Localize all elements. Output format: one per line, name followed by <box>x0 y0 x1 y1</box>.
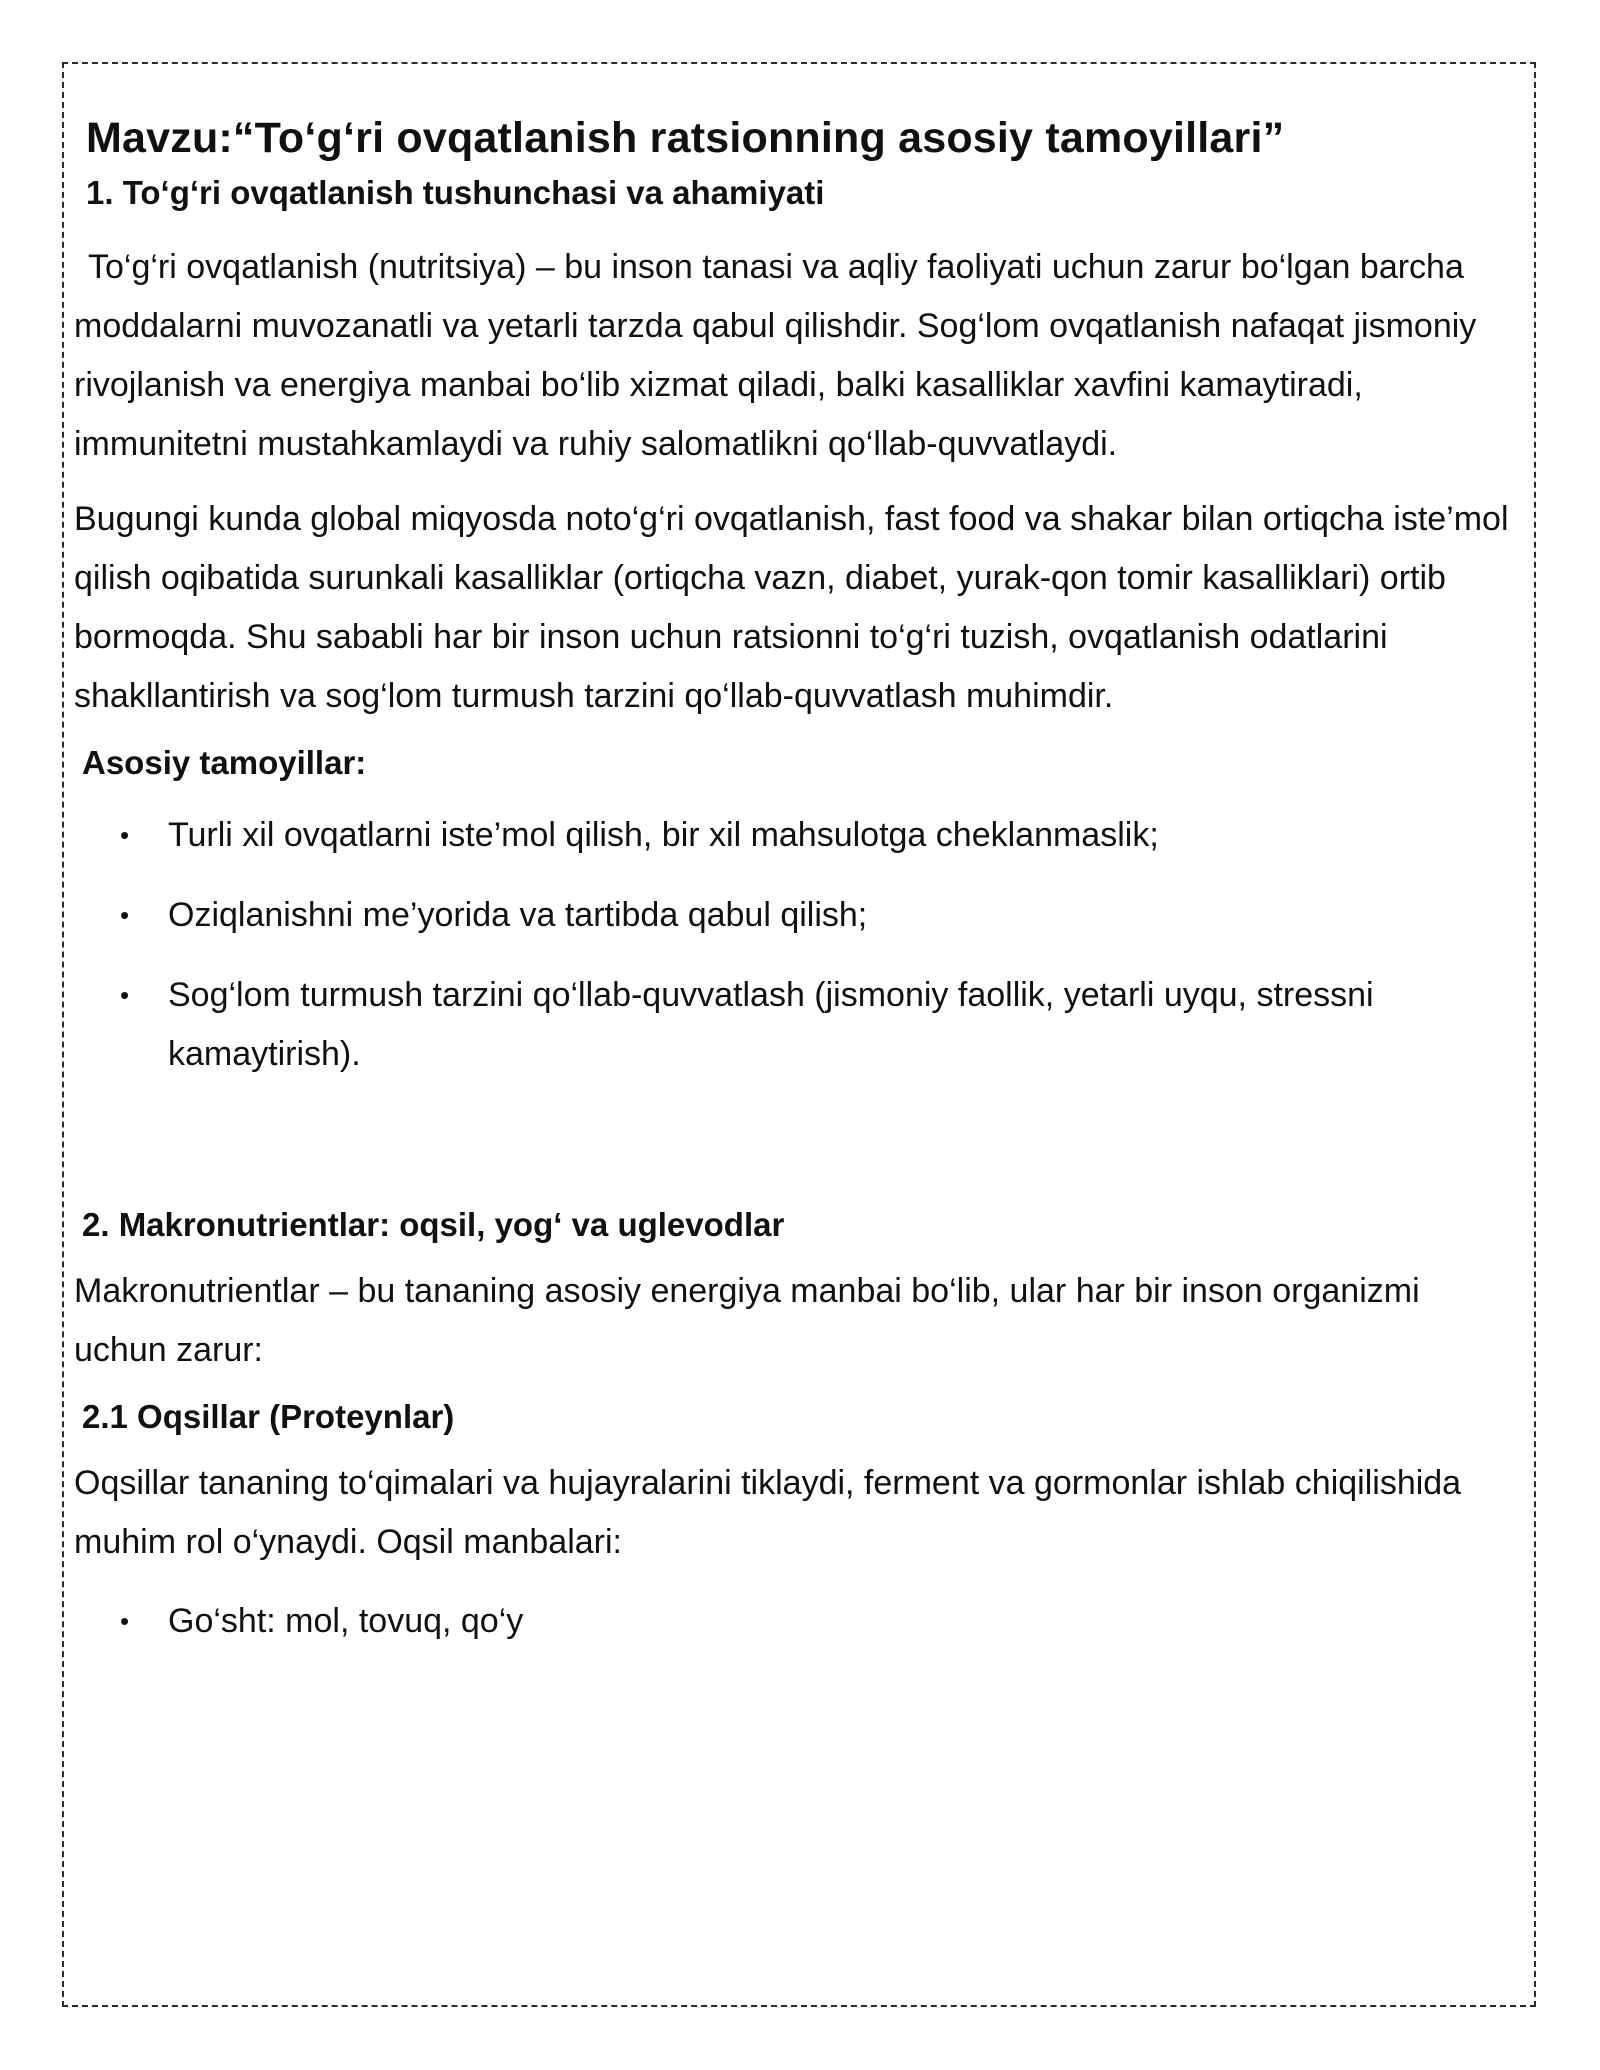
principles-list <box>74 806 1514 1084</box>
document-body <box>74 110 1514 1672</box>
list-item <box>74 966 1514 1084</box>
protein-sources-list <box>74 1592 1514 1651</box>
bullet-icon: • <box>120 900 130 930</box>
principle-text: Turli xil ovqatlarni iste’mol qilish, bir xil mahsulotga cheklanmaslik; <box>168 816 1159 854</box>
section-2-intro: Makronutrientlar – bu tananing asosiy energiya manbai bo‘lib, ular har bir inson organizmi uchun zarur: <box>74 1272 1420 1369</box>
section-1-heading: 1. To‘g‘ri ovqatlanish tushunchasi va ahamiyati <box>86 174 825 211</box>
principles-heading: Asosiy tamoyillar: <box>82 744 367 781</box>
list-item <box>74 886 1514 945</box>
principle-text: Sog‘lom turmush tarzini qo‘llab-quvvatlash (jismoniy faollik, yetarli uyqu, stressni kamaytirish). <box>168 976 1374 1073</box>
principle-text: Oziqlanishni me’yorida va tartibda qabul qilish; <box>168 896 868 934</box>
list-item <box>74 806 1514 865</box>
section-1-paragraph-1: To‘g‘ri ovqatlanish (nutritsiya) – bu inson tanasi va aqliy faoliyati uchun zarur bo‘lgan barcha moddalarni muvozanatli va yetarli tarzda qabul qilishdir. Sog‘lom ovqatlanish nafaqat jismoniy rivojlanish va energiya manbai bo‘lib xizmat qiladi, balki kasalliklar xavfini kamaytiradi, immunitetni mustahkamlaydi va ruhiy salomatlikni qo‘llab-quvvatlaydi. <box>74 248 1477 463</box>
bullet-icon: • <box>120 1606 130 1636</box>
bullet-icon: • <box>120 820 130 850</box>
section-1-paragraph-2: Bugungi kunda global miqyosda noto‘g‘ri ovqatlanish, fast food va shakar bilan ortiqcha iste’mol qilish oqibatida surunkali kasalliklar (ortiqcha vazn, diabet, yurak-qon tomir kasalliklari) ortib bormoqda. Shu sababli har bir inson uchun ratsionni to‘g‘ri tuzish, ovqatlanish odatlarini shakllantirish va sog‘lom turmush tarzini qo‘llab-quvvatlash muhimdir. <box>74 500 1509 715</box>
protein-source-text: Go‘sht: mol, tovuq, qo‘y <box>168 1602 524 1640</box>
section-2-heading: 2. Makronutrientlar: oqsil, yog‘ va uglevodlar <box>82 1206 785 1243</box>
document-title: Mavzu:“To‘g‘ri ovqatlanish ratsionning asosiy tamoyillari” <box>86 114 1285 162</box>
subsection-2-1-text: Oqsillar tananing to‘qimalari va hujayralarini tiklaydi, ferment va gormonlar ishlab chiqilishida muhim rol o‘ynaydi. Oqsil manbalari: <box>74 1464 1462 1561</box>
subsection-2-1-heading: 2.1 Oqsillar (Proteynlar) <box>82 1398 455 1435</box>
list-item <box>74 1592 1514 1651</box>
bullet-icon: • <box>120 980 130 1010</box>
